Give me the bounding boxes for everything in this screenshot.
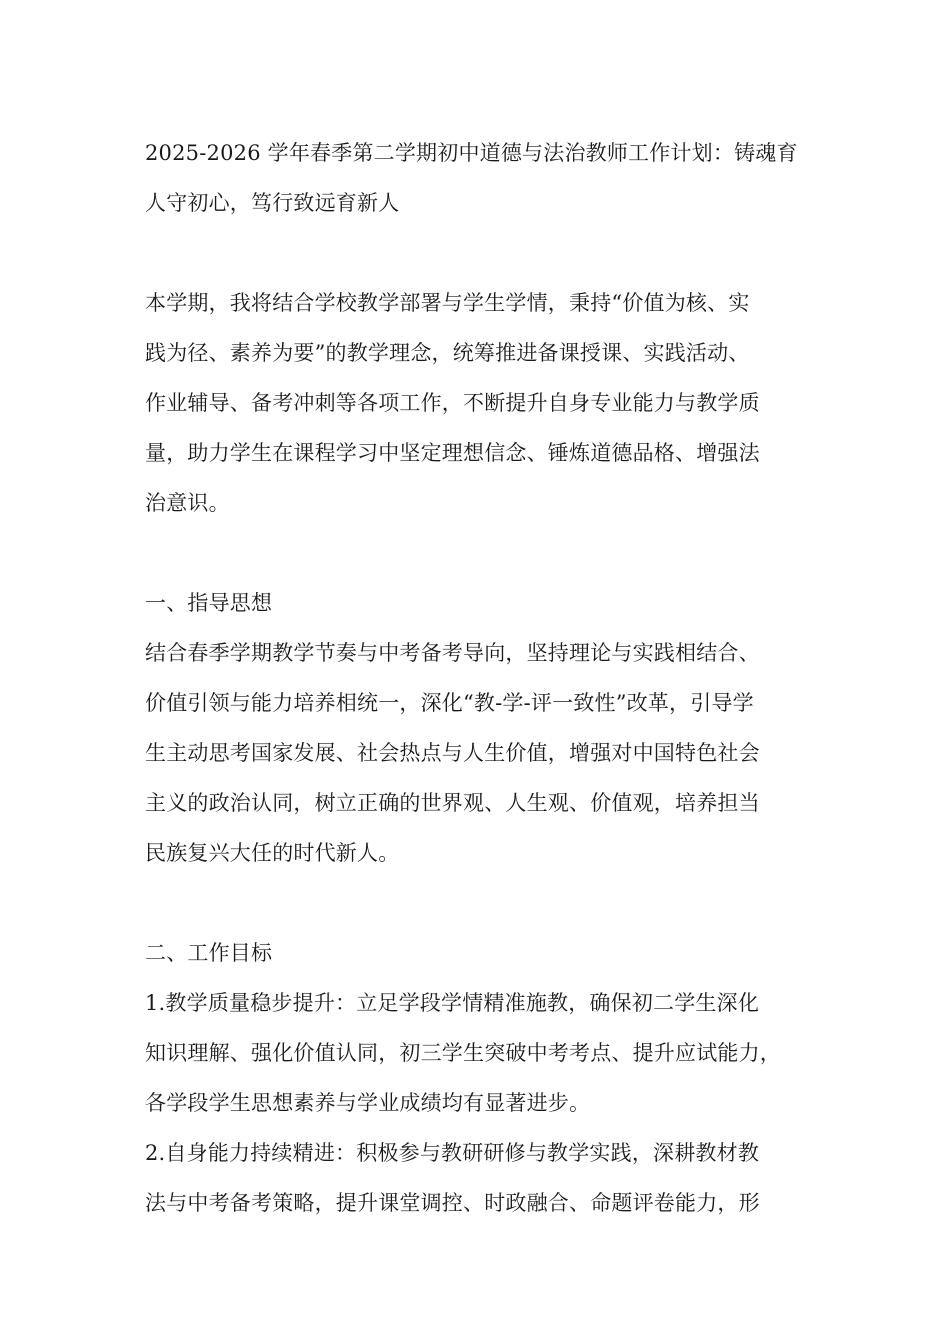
paragraph-line: 生主动思考国家发展、社会热点与人生价值，增强对中国特色社会 (145, 741, 760, 765)
paragraph-line: 作业辅导、备考冲刺等各项工作，不断提升自身专业能力与教学质 (145, 391, 760, 415)
spacer (145, 528, 815, 578)
paragraph-line: 1.教学质量稳步提升：立足学段学情精准施教，确保初二学生深化 (145, 991, 760, 1015)
title-line: 2025-2026 学年春季第二学期初中道德与法治教师工作计划：铸魂育 (145, 141, 798, 165)
paragraph-line: 知识理解、强化价值认同，初三学生突破中考考点、提升应试能力， (145, 1041, 781, 1065)
document-title (145, 128, 815, 228)
paragraph-line: 民族复兴大任的时代新人。 (145, 841, 400, 865)
intro-paragraph (145, 278, 815, 528)
paragraph-line: 价值引领与能力培养相统一，深化“教-学-评一致性”改革，引导学 (145, 691, 754, 715)
paragraph-line: 结合春季学期教学节奏与中考备考导向，坚持理论与实践相结合、 (145, 641, 760, 665)
section-work-goals (145, 928, 815, 1228)
paragraph-line: 治意识。 (145, 491, 230, 515)
section-guiding-ideology (145, 578, 815, 878)
paragraph-line: 主义的政治认同，树立正确的世界观、人生观、价值观，培养担当 (145, 791, 760, 815)
section-heading: 二、工作目标 (145, 941, 273, 965)
paragraph-line: 法与中考备考策略，提升课堂调控、时政融合、命题评卷能力，形 (145, 1191, 760, 1215)
paragraph-line: 量，助力学生在课程学习中坚定理想信念、锤炼道德品格、增强法 (145, 441, 760, 465)
spacer (145, 878, 815, 928)
paragraph-line: 本学期，我将结合学校教学部署与学生学情，秉持“价值为核、实 (145, 291, 750, 315)
document-page (145, 128, 815, 1228)
title-line: 人守初心，笃行致远育新人 (145, 191, 400, 215)
spacer (145, 228, 815, 278)
paragraph-line: 各学段学生思想素养与学业成绩均有显著进步。 (145, 1091, 591, 1115)
paragraph-line: 2.自身能力持续精进：积极参与教研研修与教学实践，深耕教材教 (145, 1141, 760, 1165)
paragraph-line: 践为径、素养为要”的教学理念，统筹推进备课授课、实践活动、 (145, 341, 750, 365)
section-heading: 一、指导思想 (145, 591, 273, 615)
